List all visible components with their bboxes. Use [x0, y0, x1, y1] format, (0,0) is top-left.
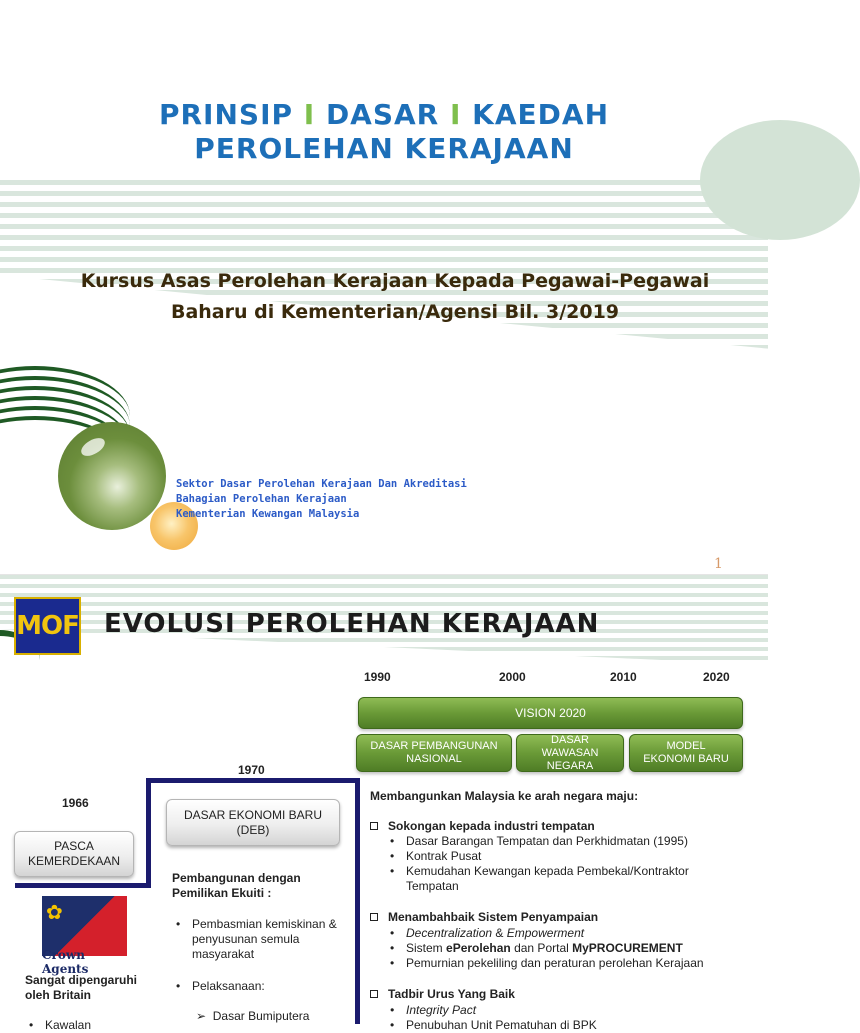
mof-logo: MOF — [14, 597, 81, 655]
evolution-slide — [0, 575, 768, 1032]
list-item: • Dasar Barangan Tempatan dan Perkhidmatan (1995) — [386, 834, 726, 849]
right-col-intro: Membangunkan Malaysia ke arah negara maju: — [370, 789, 639, 803]
green-sphere-decoration — [58, 422, 166, 530]
section-heading: Sokongan kepada industri tempatan — [370, 819, 760, 834]
list-item: • Kontrak Pusat — [386, 849, 726, 864]
timeline-stair — [146, 778, 360, 783]
timeline-stair — [15, 883, 151, 888]
checkbox-square-icon — [370, 990, 378, 998]
page-number: 1 — [714, 556, 723, 572]
list-item: • Integrity Pact — [386, 1003, 726, 1018]
left-col-heading: Sangat dipengaruhi oleh Britain — [25, 973, 138, 1002]
deb-box: DASAR EKONOMI BARU (DEB) — [166, 799, 340, 846]
timeline-stair — [146, 778, 151, 888]
arrow-icon: ➢ — [196, 1009, 207, 1023]
list-item: • Pelaksanaan: — [172, 979, 352, 994]
vision-2020-box: VISION 2020 — [358, 697, 743, 729]
policy-dpn-box: DASAR PEMBANGUNAN NASIONAL — [356, 734, 512, 772]
timeline-stair — [355, 780, 360, 1024]
year-label: 2010 — [610, 670, 637, 684]
slide-title: PRINSIP I DASAR I KAEDAH PEROLEHAN KERAJAAN — [158, 98, 610, 165]
sub-list-item: ➢ Dasar Bumiputera — [196, 1009, 310, 1023]
list-item: • Kawalan — [25, 1018, 145, 1033]
crown-agents-label: Crown Agents — [42, 948, 89, 976]
year-label: 1990 — [364, 670, 391, 684]
year-label: 2000 — [499, 670, 526, 684]
policy-meb-box: MODEL EKONOMI BARU — [629, 734, 743, 772]
organization-info: Sektor Dasar Perolehan Kerajaan Dan Akreditasi Bahagian Perolehan Kerajaan Kementerian Kewangan Malaysia — [176, 478, 467, 520]
slide-title: EVOLUSI PEROLEHAN KERAJAAN — [104, 609, 600, 639]
year-label: 1966 — [62, 796, 89, 810]
crown-agents-logo — [42, 896, 127, 956]
checkbox-square-icon — [370, 822, 378, 830]
section-heading: Tadbir Urus Yang Baik — [370, 987, 760, 1002]
list-item: • Penubuhan Unit Pematuhan di BPK — [386, 1018, 726, 1033]
section-heading: Menambahbaik Sistem Penyampaian — [370, 910, 760, 925]
list-item: • Sistem ePerolehan dan Portal MyPROCUREMENT — [386, 941, 756, 956]
policy-dwn-box: DASAR WAWASAN NEGARA — [516, 734, 624, 772]
year-label: 1970 — [238, 763, 265, 777]
pasca-kemerdekaan-box: PASCA KEMERDEKAAN — [14, 831, 134, 877]
title-slide — [0, 0, 768, 575]
mid-col-heading: Pembangunan dengan Pemilikan Ekuiti : — [172, 871, 301, 900]
list-item: • Kemudahan Kewangan kepada Pembekal/Kontraktor Tempatan — [386, 864, 726, 894]
checkbox-square-icon — [370, 913, 378, 921]
course-subtitle: Kursus Asas Perolehan Kerajaan Kepada Pegawai-Pegawai Baharu di Kementerian/Agensi Bil. 3/2019 — [80, 270, 710, 323]
crown-icon: ✿ — [46, 900, 63, 924]
list-item: • Pemurnian pekeliling dan peraturan perolehan Kerajaan — [386, 956, 756, 971]
year-label: 2020 — [703, 670, 730, 684]
list-item: • Decentralization & Empowerment — [386, 926, 756, 941]
list-item: • Pembasmian kemiskinan & penyusunan semula masyarakat — [172, 917, 352, 962]
